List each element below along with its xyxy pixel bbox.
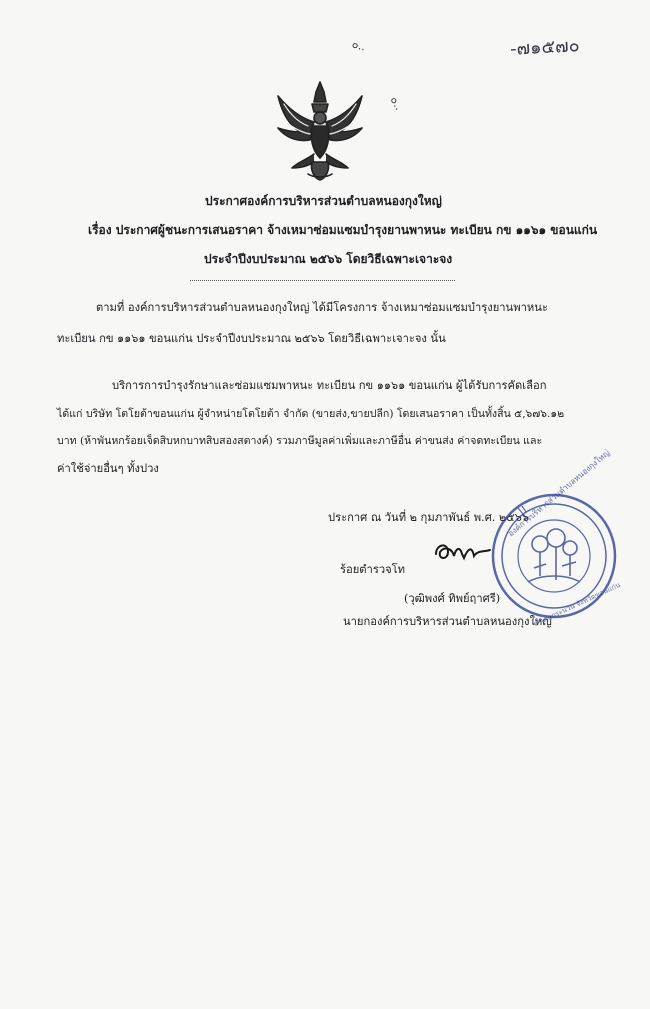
paragraph-1-line-2: ทะเบียน กข ๑๑๖๑ ขอนแก่น ประจำปีงบประมาณ ๒๕๖๖ โดยวิธีเฉพาะเจาะจง นั้น: [57, 332, 446, 345]
announcement-subject: เรื่อง ประกาศผู้ชนะการเสนอราคา จ้างเหมาซ่อมแซมบำรุงยานพาหนะ ทะเบียน กข ๑๑๖๑ ขอนแก่น: [88, 223, 598, 237]
signatory-rank: ร้อยตำรวจโท: [340, 563, 406, 576]
pen-mark-2: ๐..: [387, 94, 406, 113]
signatory-position: นายกองค์การบริหารส่วนตำบลหนองกุงใหญ่: [343, 615, 552, 628]
seal-subcaption: อำเภอกระนวน จังหวัดขอนแก่น: [532, 580, 622, 629]
official-seal-icon: [488, 490, 620, 622]
paragraph-2-line-4: ค่าใช้จ่ายอื่นๆ ทั้งปวง: [57, 462, 159, 475]
garuda-emblem-icon: [270, 78, 370, 183]
announcement-fiscal-year: ประจำปีงบประมาณ ๒๕๖๖ โดยวิธีเฉพาะเจาะจง: [204, 252, 453, 266]
paragraph-2-line-3: บาท (ห้าพันหกร้อยเจ็ดสิบหกบาทสิบสองสตางค์) รวมภาษีมูลค่าเพิ่มและภาษีอื่น ค่าขนส่ง ค่าจดทะเบียน และ: [57, 435, 543, 447]
announcement-title: ประกาศองค์การบริหารส่วนตำบลหนองกุงใหญ่: [205, 194, 442, 208]
handwritten-reference: -๗๑๕๗๐: [509, 35, 581, 60]
pen-mark-1: ๐..: [350, 37, 368, 54]
seal-caption: องค์การบริหารส่วนตำบลหนองกุงใหญ่: [506, 448, 612, 539]
paragraph-1-line-1: ตามที่ องค์การบริหารส่วนตำบลหนองกุงใหญ่ ได้มีโครงการ จ้างเหมาซ่อมแซมบำรุงยานพาหนะ: [96, 301, 548, 314]
title-divider: [190, 280, 455, 281]
announcement-date: ประกาศ ณ วันที่ ๒ กุมภาพันธ์ พ.ศ. ๒๕๖๖: [328, 511, 529, 524]
paragraph-2-line-1: บริการการบำรุงรักษาและซ่อมแซมพาหนะ ทะเบียน กข ๑๑๖๑ ขอนแก่น ผู้ได้รับการคัดเลือก: [112, 379, 547, 392]
paragraph-2-line-2: ได้แก่ บริษัท โตโยต้าขอนแก่น ผู้จำหน่ายโตโยต้า จำกัด (ขายส่ง,ขายปลีก) โดยเสนอราคา เป็นทั้งสิ้น ๕,๖๗๖.๑๒: [57, 408, 565, 420]
signatory-name: (วุฒิพงศ์ ทิพย์ฤาศรี): [404, 592, 501, 605]
